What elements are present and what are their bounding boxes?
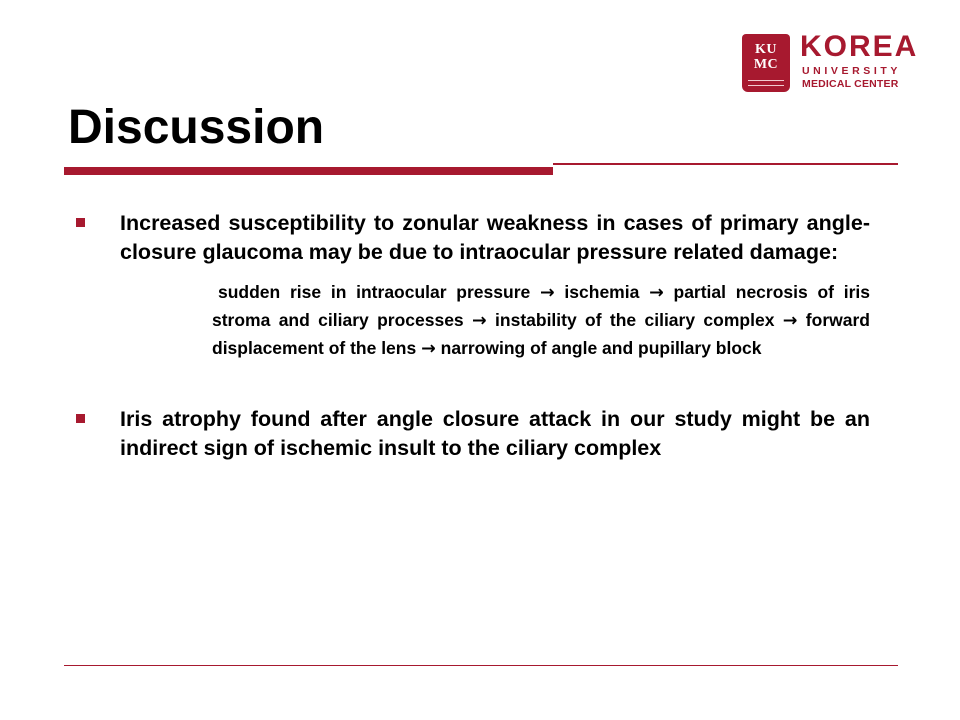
slide-title: Discussion — [68, 101, 325, 154]
right-arrow-icon: → — [540, 283, 555, 303]
logo-wordmark-korea: KOREA — [800, 30, 919, 63]
bullet-text: Increased susceptibility to zonular weakness in cases of primary angle-closure glaucoma may be due to intraocular pressure related damage: — [120, 211, 870, 264]
right-arrow-icon: → — [472, 311, 487, 331]
bullet-item — [74, 209, 870, 363]
right-arrow-icon: → — [649, 283, 664, 303]
footer-divider — [64, 665, 898, 666]
pathway-step: sudden rise in intraocular pressure — [218, 282, 531, 302]
bullet-item — [74, 405, 870, 463]
pathway-step: partial necrosis of iris stroma and ciliary processes — [212, 282, 870, 330]
square-bullet-icon — [76, 414, 85, 423]
seal-line-2: MC — [753, 57, 779, 72]
seal-line-1: KU — [755, 42, 777, 57]
pathway-text — [212, 279, 870, 363]
seal-decoration — [748, 80, 784, 86]
pathway-step: forward displacement of the lens — [212, 310, 870, 358]
kumc-seal — [742, 34, 790, 92]
slide-content — [74, 209, 870, 463]
pathway-step: ischemia — [564, 282, 640, 302]
seal-monogram — [742, 42, 790, 72]
pathway-step: instability of the ciliary complex — [495, 310, 775, 330]
right-arrow-icon: → — [782, 311, 798, 331]
korea-university-medical-center-logo — [742, 30, 919, 94]
square-bullet-icon — [76, 218, 85, 227]
right-arrow-icon: → — [421, 339, 436, 359]
pathway-step: narrowing of angle and pupillary block — [440, 338, 762, 358]
logo-wordmark-medical-center: MEDICAL CENTER — [802, 78, 899, 90]
title-underline-thick — [64, 167, 553, 175]
bullet-text: Iris atrophy found after angle closure attack in our study might be an indirect sign of ischemic insult to the ciliary complex — [120, 407, 870, 460]
logo-wordmark-university: UNIVERSITY — [802, 65, 902, 77]
title-underline-thin — [553, 163, 898, 165]
